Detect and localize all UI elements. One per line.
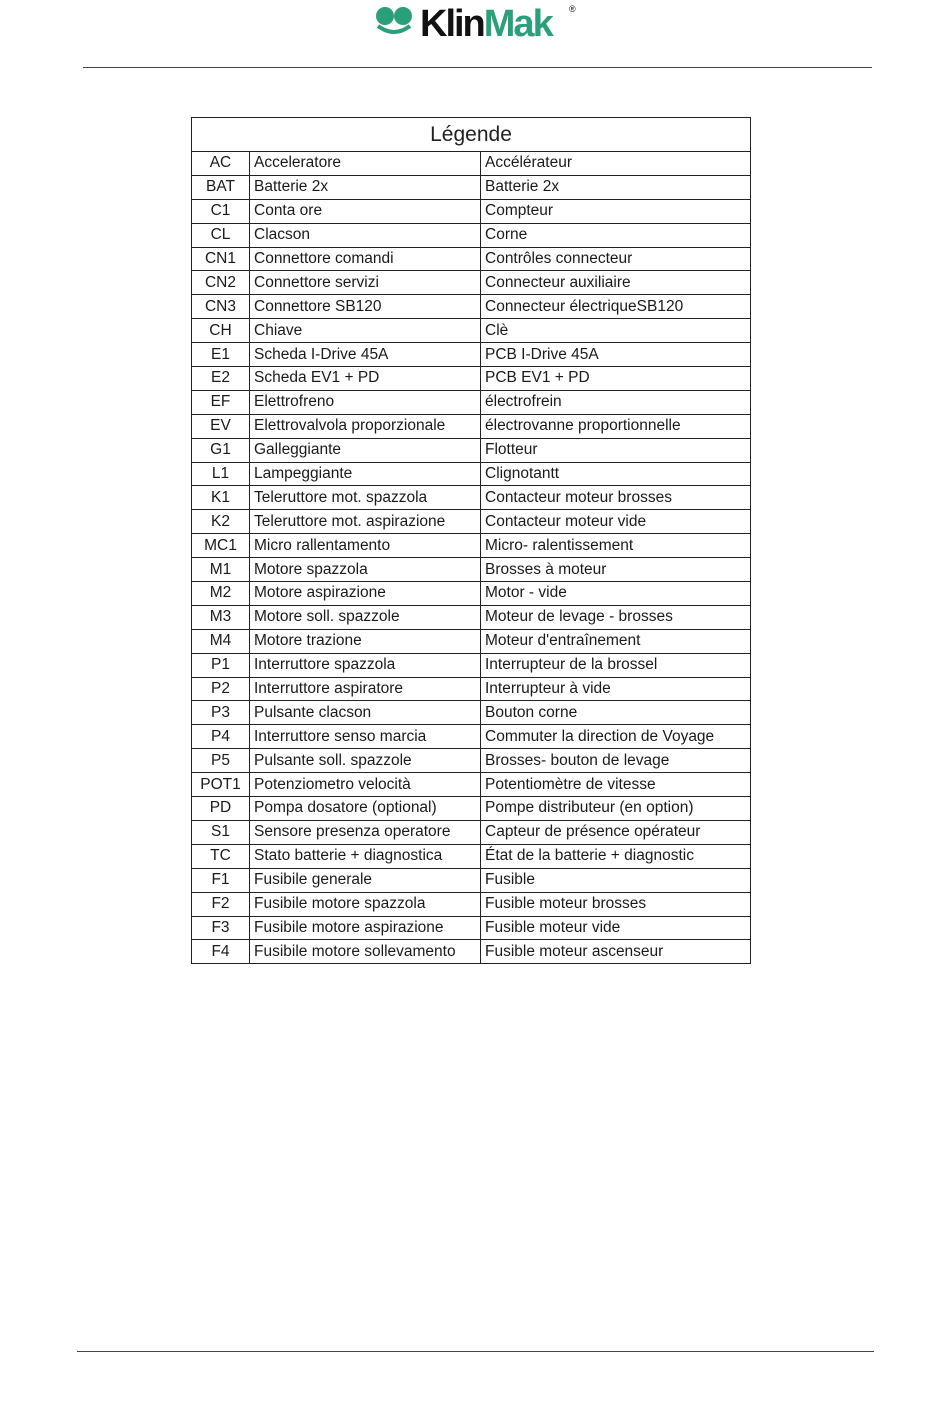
legend-row	[192, 462, 751, 486]
logo-smile	[378, 26, 410, 32]
logo-circle-right	[394, 7, 412, 25]
legend-italian-cell: Fusibile generale	[250, 868, 481, 892]
legend-italian-cell: Galleggiante	[250, 438, 481, 462]
legend-code-cell: P2	[192, 677, 250, 701]
legend-french-cell: Moteur d'entraînement	[481, 629, 751, 653]
legend-code-cell: C1	[192, 199, 250, 223]
legend-italian-cell: Motore aspirazione	[250, 582, 481, 606]
legend-french-cell: Brosses à moteur	[481, 558, 751, 582]
legend-code-cell: F2	[192, 892, 250, 916]
legend-code-cell: EV	[192, 414, 250, 438]
legend-code-cell: EF	[192, 390, 250, 414]
legend-code-cell: POT1	[192, 773, 250, 797]
legend-row	[192, 940, 751, 964]
legend-row	[192, 175, 751, 199]
legend-row	[192, 844, 751, 868]
legend-row	[192, 414, 751, 438]
legend-code-cell: E1	[192, 343, 250, 367]
legend-italian-cell: Chiave	[250, 319, 481, 343]
legend-row	[192, 534, 751, 558]
legend-french-cell: Fusible moteur ascenseur	[481, 940, 751, 964]
header-divider	[83, 67, 872, 68]
legend-french-cell: Fusible moteur vide	[481, 916, 751, 940]
legend-table	[191, 117, 751, 964]
legend-french-cell: Connecteur électriqueSB120	[481, 295, 751, 319]
legend-row	[192, 653, 751, 677]
legend-code-cell: P4	[192, 725, 250, 749]
legend-french-cell: Contrôles connecteur	[481, 247, 751, 271]
legend-french-cell: électrovanne proportionnelle	[481, 414, 751, 438]
legend-italian-cell: Micro rallentamento	[250, 534, 481, 558]
legend-french-cell: Fusible	[481, 868, 751, 892]
legend-code-cell: L1	[192, 462, 250, 486]
legend-french-cell: État de la batterie + diagnostic	[481, 844, 751, 868]
legend-italian-cell: Lampeggiante	[250, 462, 481, 486]
legend-row	[192, 319, 751, 343]
legend-french-cell: Motor - vide	[481, 582, 751, 606]
legend-french-cell: Flotteur	[481, 438, 751, 462]
legend-italian-cell: Scheda I-Drive 45A	[250, 343, 481, 367]
legend-french-cell: Brosses- bouton de levage	[481, 749, 751, 773]
legend-row	[192, 725, 751, 749]
legend-french-cell: Pompe distributeur (en option)	[481, 797, 751, 821]
legend-french-cell: Capteur de présence opérateur	[481, 820, 751, 844]
legend-italian-cell: Pompa dosatore (optional)	[250, 797, 481, 821]
legend-italian-cell: Motore spazzola	[250, 558, 481, 582]
legend-row	[192, 438, 751, 462]
legend-row	[192, 820, 751, 844]
legend-row	[192, 223, 751, 247]
legend-code-cell: M2	[192, 582, 250, 606]
legend-row	[192, 295, 751, 319]
legend-row	[192, 797, 751, 821]
legend-code-cell: P3	[192, 701, 250, 725]
legend-code-cell: TC	[192, 844, 250, 868]
legend-code-cell: K2	[192, 510, 250, 534]
legend-row	[192, 343, 751, 367]
legend-italian-cell: Batterie 2x	[250, 175, 481, 199]
legend-code-cell: CN3	[192, 295, 250, 319]
legend-italian-cell: Fusibile motore aspirazione	[250, 916, 481, 940]
legend-french-cell: électrofrein	[481, 390, 751, 414]
legend-code-cell: MC1	[192, 534, 250, 558]
legend-code-cell: AC	[192, 152, 250, 176]
logo-graphic	[372, 2, 582, 44]
legend-row	[192, 868, 751, 892]
legend-code-cell: P1	[192, 653, 250, 677]
legend-french-cell: Corne	[481, 223, 751, 247]
logo-wordmark: KlinMak	[420, 3, 552, 44]
legend-code-cell: K1	[192, 486, 250, 510]
logo-registered-mark: ®	[569, 4, 576, 14]
legend-italian-cell: Interruttore senso marcia	[250, 725, 481, 749]
legend-code-cell: CN1	[192, 247, 250, 271]
legend-italian-cell: Potenziometro velocità	[250, 773, 481, 797]
legend-code-cell: S1	[192, 820, 250, 844]
legend-french-cell: Commuter la direction de Voyage	[481, 725, 751, 749]
legend-row	[192, 677, 751, 701]
legend-italian-cell: Fusibile motore sollevamento	[250, 940, 481, 964]
legend-italian-cell: Acceleratore	[250, 152, 481, 176]
logo-circle-left	[376, 7, 394, 25]
legend-row	[192, 510, 751, 534]
legend-french-cell: Micro- ralentissement	[481, 534, 751, 558]
legend-french-cell: Potentiomètre de vitesse	[481, 773, 751, 797]
footer-divider	[77, 1351, 874, 1352]
legend-row	[192, 558, 751, 582]
legend-code-cell: E2	[192, 367, 250, 391]
legend-french-cell: PCB EV1 + PD	[481, 367, 751, 391]
legend-italian-cell: Stato batterie + diagnostica	[250, 844, 481, 868]
legend-french-cell: Bouton corne	[481, 701, 751, 725]
legend-code-cell: P5	[192, 749, 250, 773]
legend-code-cell: CL	[192, 223, 250, 247]
legend-code-cell: BAT	[192, 175, 250, 199]
legend-code-cell: G1	[192, 438, 250, 462]
legend-italian-cell: Teleruttore mot. aspirazione	[250, 510, 481, 534]
legend-italian-cell: Pulsante soll. spazzole	[250, 749, 481, 773]
legend-italian-cell: Pulsante clacson	[250, 701, 481, 725]
legend-french-cell: Connecteur auxiliaire	[481, 271, 751, 295]
legend-row	[192, 773, 751, 797]
legend-italian-cell: Clacson	[250, 223, 481, 247]
legend-code-cell: F3	[192, 916, 250, 940]
legend-row	[192, 749, 751, 773]
legend-italian-cell: Elettrofreno	[250, 390, 481, 414]
legend-code-cell: CN2	[192, 271, 250, 295]
legend-french-cell: PCB I-Drive 45A	[481, 343, 751, 367]
legend-row	[192, 605, 751, 629]
legend-italian-cell: Fusibile motore spazzola	[250, 892, 481, 916]
legend-italian-cell: Connettore SB120	[250, 295, 481, 319]
legend-french-cell: Interrupteur à vide	[481, 677, 751, 701]
legend-italian-cell: Interruttore spazzola	[250, 653, 481, 677]
legend-code-cell: F1	[192, 868, 250, 892]
legend-row	[192, 390, 751, 414]
legend-row	[192, 629, 751, 653]
legend-french-cell: Contacteur moteur brosses	[481, 486, 751, 510]
legend-italian-cell: Conta ore	[250, 199, 481, 223]
legend-italian-cell: Scheda EV1 + PD	[250, 367, 481, 391]
legend-code-cell: M4	[192, 629, 250, 653]
legend-french-cell: Fusible moteur brosses	[481, 892, 751, 916]
legend-italian-cell: Elettrovalvola proporzionale	[250, 414, 481, 438]
legend-row	[192, 152, 751, 176]
legend-french-cell: Clè	[481, 319, 751, 343]
legend-code-cell: M3	[192, 605, 250, 629]
legend-row	[192, 916, 751, 940]
legend-french-cell: Interrupteur de la brossel	[481, 653, 751, 677]
klinmak-logo	[372, 2, 582, 44]
legend-title: Légende	[192, 118, 751, 152]
legend-row	[192, 701, 751, 725]
legend-code-cell: CH	[192, 319, 250, 343]
legend-row	[192, 271, 751, 295]
legend-rows	[192, 152, 751, 964]
legend-italian-cell: Teleruttore mot. spazzola	[250, 486, 481, 510]
legend-french-cell: Accélérateur	[481, 152, 751, 176]
legend-row	[192, 486, 751, 510]
legend-italian-cell: Motore trazione	[250, 629, 481, 653]
legend-french-cell: Compteur	[481, 199, 751, 223]
legend-italian-cell: Connettore comandi	[250, 247, 481, 271]
legend-row	[192, 367, 751, 391]
legend-row	[192, 199, 751, 223]
legend-italian-cell: Interruttore aspiratore	[250, 677, 481, 701]
legend-row	[192, 892, 751, 916]
legend-row	[192, 247, 751, 271]
legend-italian-cell: Sensore presenza operatore	[250, 820, 481, 844]
legend-code-cell: M1	[192, 558, 250, 582]
legend-french-cell: Contacteur moteur vide	[481, 510, 751, 534]
legend-french-cell: Moteur de levage - brosses	[481, 605, 751, 629]
legend-french-cell: Clignotantt	[481, 462, 751, 486]
legend-row	[192, 582, 751, 606]
legend-french-cell: Batterie 2x	[481, 175, 751, 199]
legend-code-cell: PD	[192, 797, 250, 821]
legend-italian-cell: Motore soll. spazzole	[250, 605, 481, 629]
legend-code-cell: F4	[192, 940, 250, 964]
legend-italian-cell: Connettore servizi	[250, 271, 481, 295]
